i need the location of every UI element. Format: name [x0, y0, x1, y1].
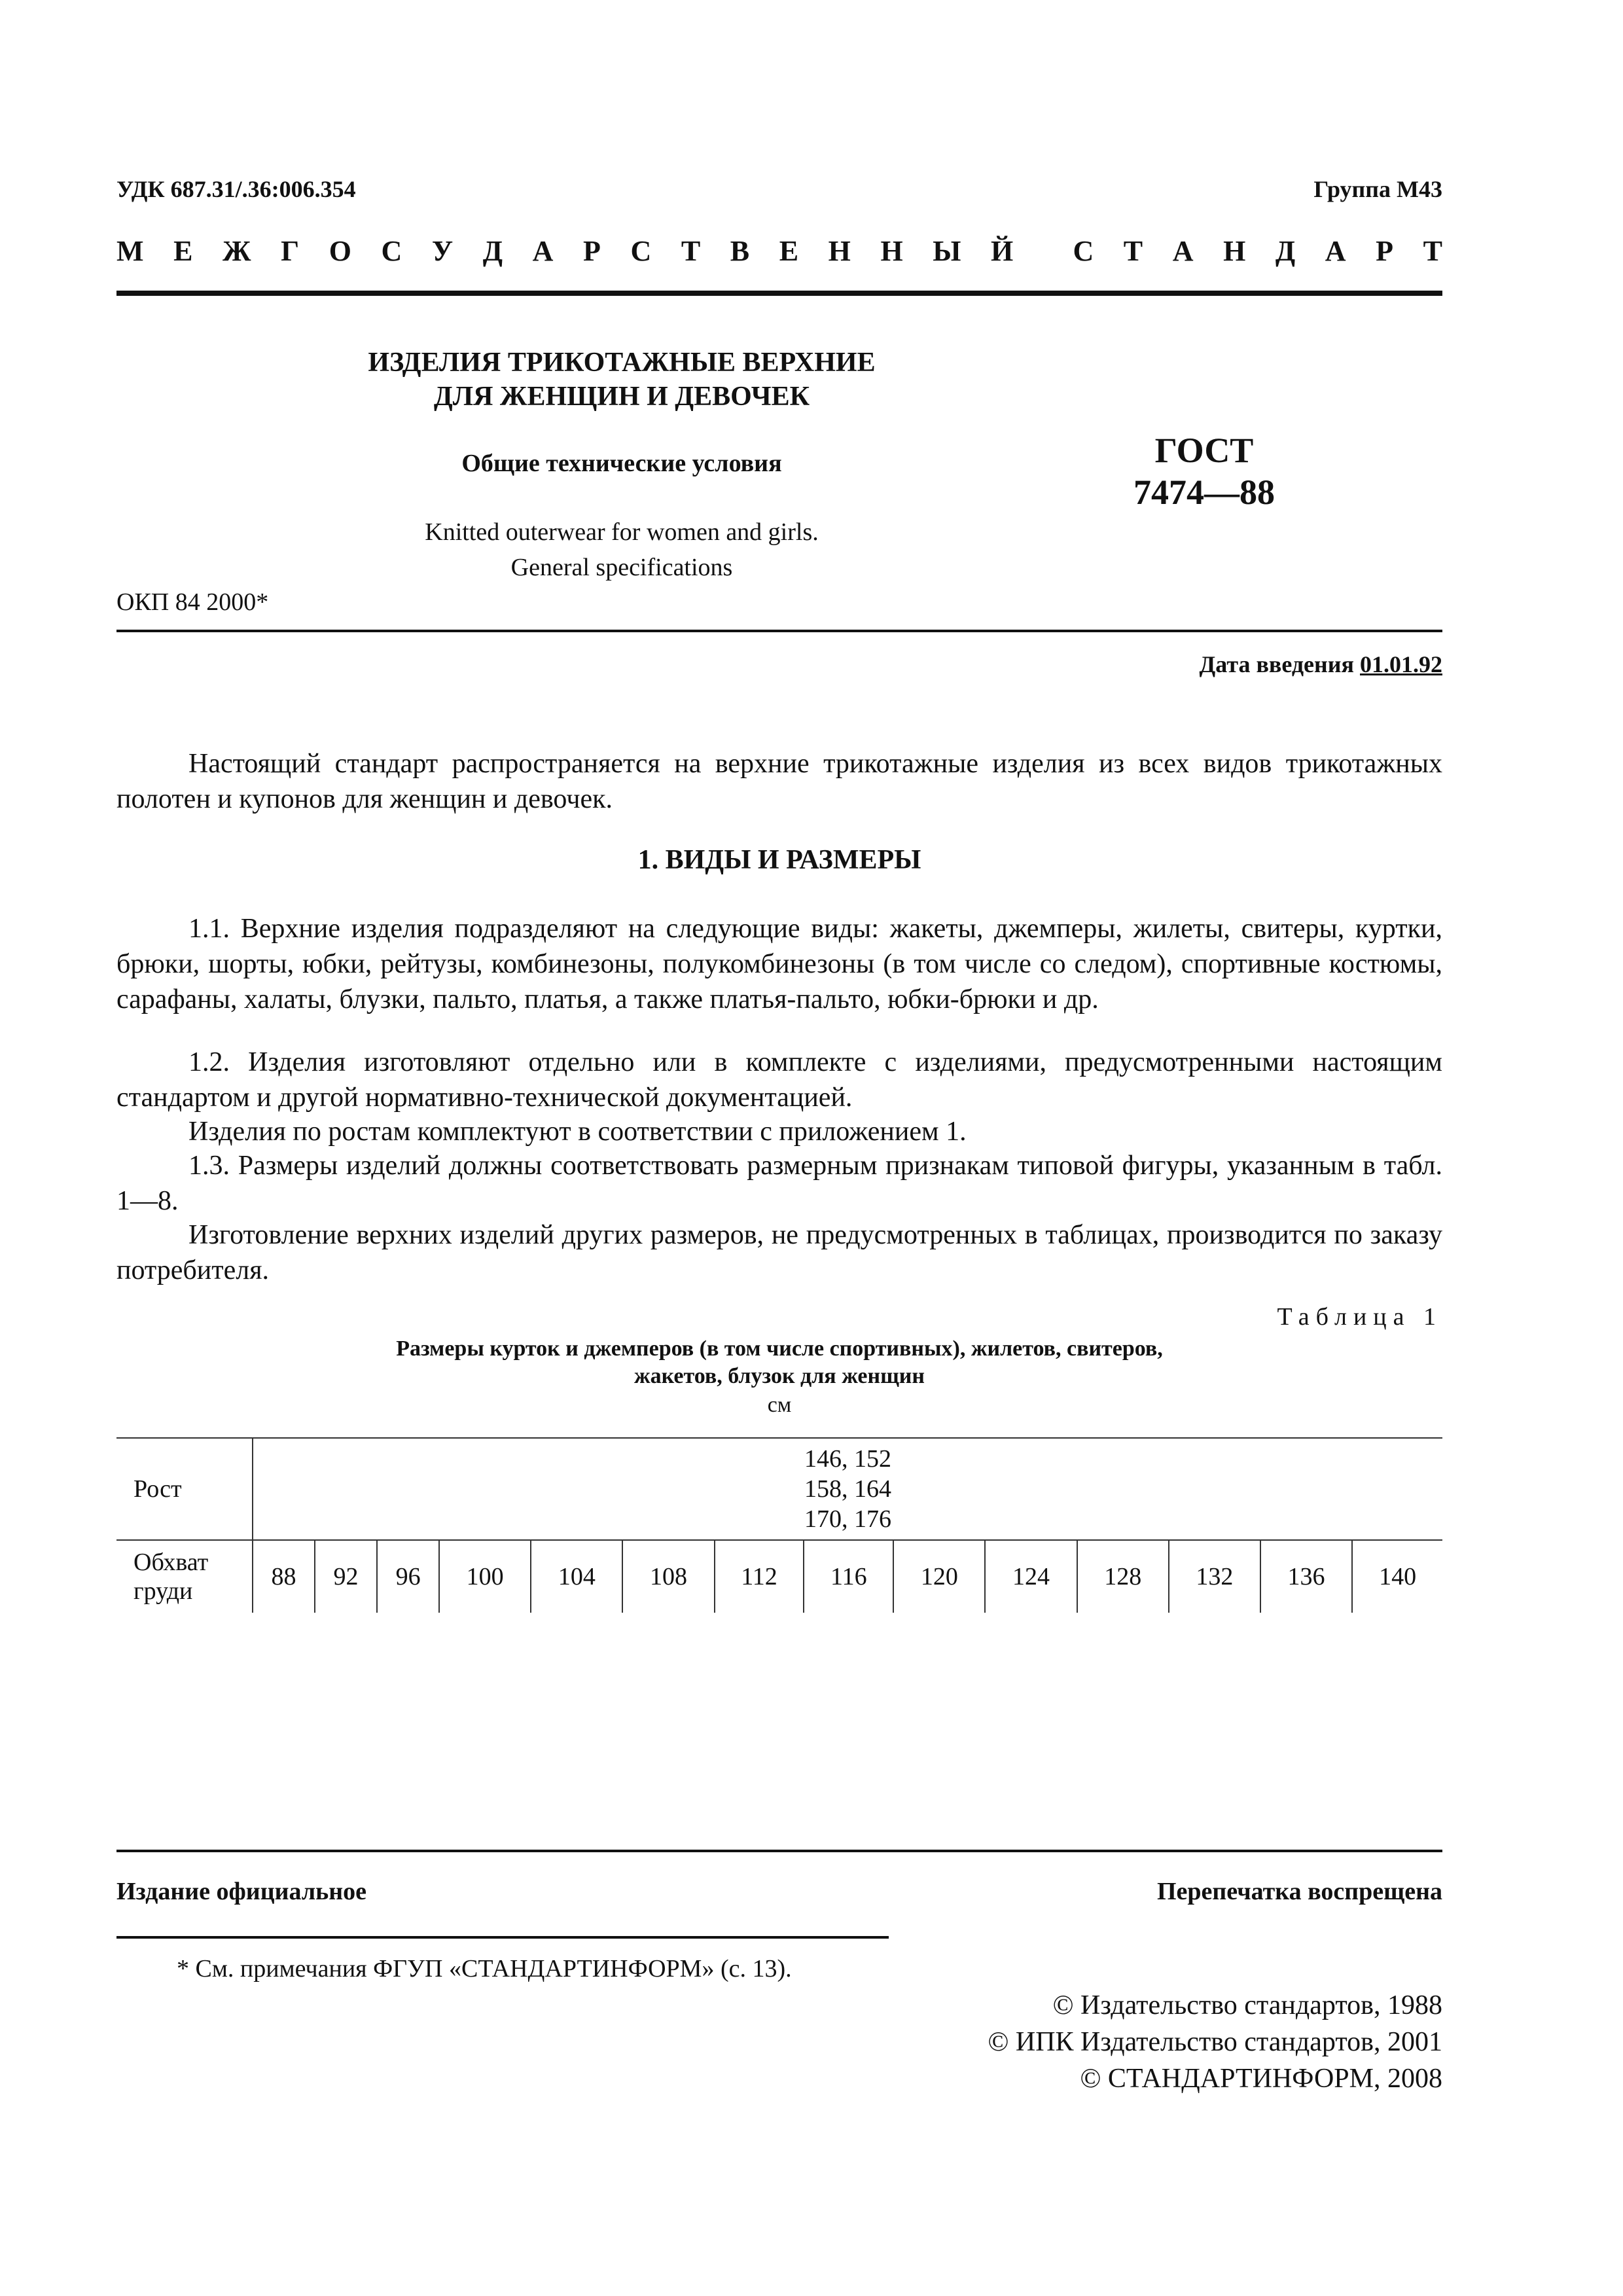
heading-letter: Д	[1275, 235, 1296, 267]
intro-date-value: 01.01.92	[1360, 651, 1442, 677]
chest-value: 120	[893, 1540, 985, 1613]
english-title	[327, 514, 916, 585]
title-line-2: ДЛЯ ЖЕНЩИН И ДЕВОЧЕК	[433, 382, 810, 412]
size-table	[116, 1437, 1442, 1613]
clause-1-3: 1.3. Размеры изделий должны соответствовать размерным признакам типовой фигуры, указанным в табл. 1—8.	[116, 1151, 1442, 1216]
heading-letter: Т	[1423, 235, 1442, 267]
heading-letter: Ы	[933, 235, 961, 267]
height-value: 158, 164	[804, 1475, 891, 1503]
title-line-1: ИЗДЕЛИЯ ТРИКОТАЖНЫЕ ВЕРХНИЕ	[368, 348, 876, 378]
heading-letter: Г	[281, 235, 300, 267]
intro-date-label: Дата введения	[1199, 651, 1354, 677]
table-caption-line-2: жакетов, блузок для женщин	[634, 1364, 925, 1388]
chest-value: 112	[715, 1540, 804, 1613]
gost-label: ГОСТ	[1154, 431, 1254, 470]
heading-letter: Р	[582, 235, 601, 267]
table-caption	[116, 1335, 1442, 1390]
chest-value: 132	[1169, 1540, 1260, 1613]
heading-letter: В	[730, 235, 750, 267]
heading-letter: Н	[880, 235, 903, 267]
row-header-chest-line-1: Обхват	[134, 1549, 209, 1576]
height-value: 146, 152	[804, 1445, 891, 1473]
okp-code: ОКП 84 2000*	[116, 588, 269, 616]
document-subtitle: Общие технические условия	[461, 450, 782, 477]
chest-value: 96	[377, 1540, 439, 1613]
heading-letter: Й	[991, 235, 1014, 267]
chest-value: 124	[985, 1540, 1077, 1613]
heading-letter: С	[630, 235, 652, 267]
clause-1-2: 1.2. Изделия изготовляют отдельно или в комплекте с изделиями, предусмотренными настоящим стандартом и другой нормативно-технической документацией.	[116, 1047, 1442, 1113]
gost-designation	[1073, 429, 1335, 513]
title-bottom-rule	[116, 630, 1442, 632]
footer-rule	[116, 1850, 1442, 1852]
group-code: Группа М43	[1313, 176, 1442, 202]
footnote-rule	[116, 1936, 889, 1939]
english-title-line-1: Knitted outerwear for women and girls.	[425, 518, 819, 546]
heading-letter: Ж	[223, 235, 251, 267]
chest-value: 108	[622, 1540, 714, 1613]
introduction-date	[1200, 651, 1443, 678]
heading-letter: Д	[482, 235, 503, 267]
row-header-chest-line-2: груди	[134, 1577, 193, 1605]
reprint-prohibited: Перепечатка воспрещена	[1156, 1878, 1442, 1905]
height-value: 170, 176	[804, 1505, 891, 1533]
chest-value: 128	[1077, 1540, 1169, 1613]
row-header-chest	[116, 1540, 253, 1613]
copyright-line: © Издательство стандартов, 1988	[1052, 1990, 1442, 2020]
english-title-line-2: General specifications	[510, 554, 733, 581]
heading-letter: Е	[779, 235, 799, 267]
heading-letter: Р	[1376, 235, 1394, 267]
height-values-cell	[253, 1438, 1442, 1540]
heading-letter: С	[1073, 235, 1094, 267]
header-thick-rule	[116, 291, 1442, 296]
copyright-line: © СТАНДАРТИНФОРМ, 2008	[1080, 2064, 1442, 2094]
gost-number: 7474—88	[1133, 473, 1275, 512]
copyright-block	[988, 1987, 1442, 2097]
clause-1-2-note: Изделия по ростам комплектуют в соответствии с приложением 1.	[188, 1117, 967, 1147]
table-unit: см	[767, 1393, 792, 1417]
section-heading: 1. ВИДЫ И РАЗМЕРЫ	[637, 845, 921, 875]
heading-letter: А	[1325, 235, 1346, 267]
clause-1-3-note: Изготовление верхних изделий других размеров, не предусмотренных в таблицах, производится по заказу потребителя.	[116, 1220, 1442, 1285]
heading-letter: Н	[828, 235, 851, 267]
heading-letter: Т	[1123, 235, 1143, 267]
copyright-line: © ИПК Издательство стандартов, 2001	[988, 2027, 1442, 2057]
document-title	[327, 346, 916, 414]
chest-value: 88	[253, 1540, 315, 1613]
heading-letter: А	[532, 235, 554, 267]
heading-letter: Т	[681, 235, 701, 267]
interstate-standard-heading	[116, 234, 1442, 268]
intro-paragraph: Настоящий стандарт распространяется на верхние трикотажные изделия из всех видов трикотажных полотен и купонов для женщин и девочек.	[116, 749, 1442, 814]
chest-value: 136	[1260, 1540, 1352, 1613]
heading-letter: М	[116, 235, 144, 267]
heading-letter: У	[431, 235, 454, 267]
official-edition: Издание официальное	[116, 1878, 367, 1905]
row-header-height: Рост	[116, 1438, 253, 1540]
heading-letter: С	[381, 235, 402, 267]
clause-1-1: 1.1. Верхние изделия подразделяют на следующие виды: жакеты, джемперы, жилеты, свитеры, куртки, брюки, шорты, юбки, рейтузы, комбинезоны, полукомбинезоны (в том числе со следом), спортивные костюмы, сарафаны, халаты, блузки, пальто, платья, а также платья-пальто, юбки-брюки и др.	[116, 914, 1442, 1014]
chest-value: 116	[804, 1540, 893, 1613]
chest-value: 100	[439, 1540, 531, 1613]
chest-value: 140	[1352, 1540, 1442, 1613]
table-label: Таблица 1	[1277, 1303, 1442, 1331]
heading-letter: Е	[173, 235, 193, 267]
udk-code: УДК 687.31/.36:006.354	[116, 176, 356, 202]
chest-value: 92	[315, 1540, 377, 1613]
heading-letter: О	[329, 235, 351, 267]
heading-letter: А	[1172, 235, 1194, 267]
chest-value: 104	[531, 1540, 622, 1613]
table-caption-line-1: Размеры курток и джемперов (в том числе спортивных), жилетов, свитеров,	[396, 1336, 1163, 1361]
table-row	[116, 1540, 1442, 1613]
table-row	[116, 1438, 1442, 1540]
heading-letter: Н	[1223, 235, 1246, 267]
footnote: * См. примечания ФГУП «СТАНДАРТИНФОРМ» (с. 13).	[177, 1955, 792, 1982]
